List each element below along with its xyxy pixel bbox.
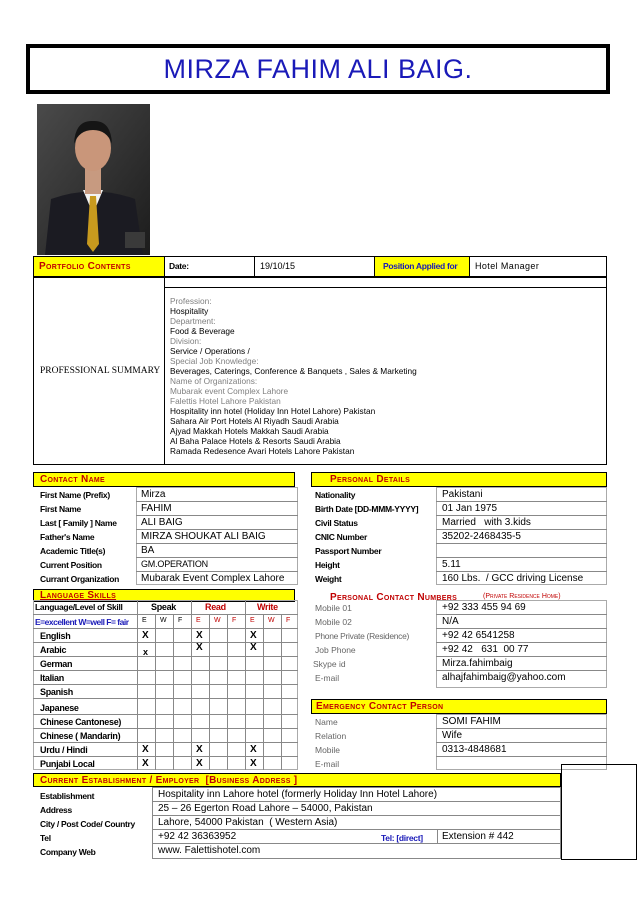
sub-col: E xyxy=(196,617,201,624)
sub-col: E xyxy=(250,617,255,624)
establishment-value: +92 42 36363952 xyxy=(158,831,237,842)
language-name: English xyxy=(40,631,71,641)
establishment-label: Company Web xyxy=(40,847,96,857)
sub-col: W xyxy=(160,617,167,624)
personal-value: 35202-2468435-5 xyxy=(442,531,521,542)
skill-mark: X xyxy=(196,758,203,769)
number-label: Job Phone xyxy=(315,645,356,655)
contact-value: MIRZA SHOUKAT ALI BAIG xyxy=(141,531,266,542)
professional-summary-label: PROFESSIONAL SUMMARY xyxy=(40,366,161,376)
skill-mark: X xyxy=(196,642,203,653)
personal-details-table xyxy=(311,487,607,585)
skill-mark: X xyxy=(196,744,203,755)
side-empty-box xyxy=(561,764,637,860)
group-write: Write xyxy=(257,602,278,612)
personal-value: Pakistani xyxy=(442,489,483,500)
skill-mark: X xyxy=(250,630,257,641)
summary-line: Sahara Air Port Hotels Al Riyadh Saudi Arabia xyxy=(170,416,339,426)
establishment-label: Tel xyxy=(40,833,51,843)
contact-value: BA xyxy=(141,545,155,556)
sub-col: E xyxy=(142,617,147,624)
summary-line: Special Job Knowledge: xyxy=(170,356,259,366)
summary-line: Department: xyxy=(170,316,216,326)
date-value: 19/10/15 xyxy=(260,261,296,271)
language-head-label: Language/Level of Skill xyxy=(35,602,123,612)
number-value: +92 42 6541258 xyxy=(442,630,515,641)
emergency-value: Wife xyxy=(442,730,462,741)
personal-label: Nationality xyxy=(315,490,356,500)
establishment-label: City / Post Code/ Country xyxy=(40,819,135,829)
language-name: German xyxy=(40,659,73,669)
personal-label: Civil Status xyxy=(315,518,358,528)
number-label: Mobile 02 xyxy=(315,617,352,627)
number-value: alhajfahimbaig@yahoo.com xyxy=(442,672,566,683)
contact-label: Currant Organization xyxy=(40,574,120,584)
contact-label: Academic Title(s) xyxy=(40,546,106,556)
contact-label: Current Position xyxy=(40,560,102,570)
personal-label: Passport Number xyxy=(315,546,382,556)
sub-col: F xyxy=(178,617,183,624)
profile-photo xyxy=(37,104,150,255)
sub-col: W xyxy=(214,617,221,624)
summary-line: Food & Beverage xyxy=(170,326,235,336)
contact-value: ALI BAIG xyxy=(141,517,183,528)
establishment-label: Address xyxy=(40,805,72,815)
emergency-label: Mobile xyxy=(315,745,341,755)
summary-line: Division: xyxy=(170,336,202,346)
emergency-value: 0313-4848681 xyxy=(442,744,507,755)
tel-direct-value: Extension # 442 xyxy=(442,831,514,842)
language-scale-label: E=excellent W=well F= fair xyxy=(35,617,129,627)
summary-lines xyxy=(170,296,600,456)
establishment-label: Establishment xyxy=(40,791,95,801)
skill-mark: X xyxy=(142,630,149,641)
group-read: Read xyxy=(205,602,226,612)
contact-label: First Name (Prefix) xyxy=(40,490,110,500)
number-label: Phone Private (Residence) xyxy=(315,631,410,641)
establishment-value: 25 – 26 Egerton Road Lahore – 54000, Pakistan xyxy=(158,803,373,814)
skill-mark: X xyxy=(250,744,257,755)
summary-line: Service / Operations / xyxy=(170,346,250,356)
contact-value: GM.OPERATION xyxy=(141,559,208,569)
contact-value: Mirza xyxy=(141,489,166,500)
contact-value: FAHIM xyxy=(141,503,172,514)
summary-line: Profession: xyxy=(170,296,212,306)
personal-value: Married with 3.kids xyxy=(442,517,531,528)
contact-label: First Name xyxy=(40,504,81,514)
contact-numbers-title: Personal Contact Numbers xyxy=(330,592,458,600)
personal-value: 160 Lbs. / GCC driving License xyxy=(442,573,584,584)
language-table xyxy=(33,600,298,770)
contact-label: Last [ Family ] Name xyxy=(40,518,117,528)
summary-line: Beverages, Caterings, Conference & Banquets , Sales & Marketing xyxy=(170,366,417,376)
summary-line: Hospitality inn hotel (Holiday Inn Hotel Lahore) Pakistan xyxy=(170,406,376,416)
name-banner xyxy=(26,44,610,94)
personal-value: 5.11 xyxy=(442,559,461,570)
number-label: Mobile 01 xyxy=(315,603,352,613)
tel-direct-label: Tel: [direct] xyxy=(381,833,423,843)
group-speak: Speak xyxy=(151,602,177,612)
language-name: Punjabi Local xyxy=(40,759,95,769)
emergency-contact-table xyxy=(311,714,607,770)
number-value: N/A xyxy=(442,616,459,627)
language-name: Chinese Cantonese) xyxy=(40,717,122,727)
contact-label: Father's Name xyxy=(40,532,95,542)
language-name: Urdu / Hindi xyxy=(40,745,88,755)
personal-label: Weight xyxy=(315,574,342,584)
emergency-contact-title: Emergency Contact Person xyxy=(316,701,444,712)
personal-value: 01 Jan 1975 xyxy=(442,503,498,514)
language-skills-title: Language Skills xyxy=(40,590,117,601)
establishment-title: Current Establishment / Employer [Business Address ] xyxy=(40,775,298,786)
language-name: Spanish xyxy=(40,687,73,697)
sub-col: F xyxy=(286,617,291,624)
language-name: Italian xyxy=(40,673,64,683)
skill-mark: X xyxy=(196,630,203,641)
portfolio-contents-label: Portfolio Contents xyxy=(39,261,131,272)
emergency-value: SOMI FAHIM xyxy=(442,716,501,727)
emergency-label: E-mail xyxy=(315,759,340,769)
emergency-label: Name xyxy=(315,717,338,727)
summary-line: Mubarak event Complex Lahore xyxy=(170,386,289,396)
contact-numbers-header xyxy=(311,589,607,600)
skill-mark: X xyxy=(250,642,257,653)
number-value: Mirza.fahimbaig xyxy=(442,658,513,669)
summary-line: Name of Organizations: xyxy=(170,376,258,386)
contact-value: Mubarak Event Complex Lahore xyxy=(141,573,285,584)
number-value: +92 333 455 94 69 xyxy=(442,602,526,613)
summary-line: Ramada Redesence Avari Hotels Lahore Pakistan xyxy=(170,446,355,456)
establishment-table xyxy=(33,787,561,859)
sub-col: F xyxy=(232,617,237,624)
skill-mark: X xyxy=(142,744,149,755)
establishment-value: Lahore, 54000 Pakistan ( Western Asia) xyxy=(158,817,338,828)
skill-mark: X xyxy=(250,758,257,769)
establishment-value: www. Falettishotel.com xyxy=(158,845,261,856)
contact-name-table xyxy=(33,487,298,585)
number-label: Skype id xyxy=(313,659,346,669)
emergency-label: Relation xyxy=(315,731,347,741)
personal-details-title: Personal Details xyxy=(330,474,411,485)
personal-label: CNIC Number xyxy=(315,532,367,542)
contact-numbers-table xyxy=(311,600,607,688)
language-name: Chinese ( Mandarin) xyxy=(40,731,121,741)
summary-line: Falettis Hotel Lahore Pakistan xyxy=(170,396,281,406)
number-label: E-mail xyxy=(315,673,340,683)
skill-mark: X xyxy=(142,758,149,769)
candidate-name: MIRZA FAHIM ALI BAIG. xyxy=(163,53,473,84)
sub-col: W xyxy=(268,617,275,624)
personal-label: Birth Date [DD-MMM-YYYY] xyxy=(315,504,419,514)
contact-name-title: Contact Name xyxy=(40,474,106,485)
position-applied-label: Position Applied for xyxy=(383,261,458,271)
summary-line: Ajyad Makkah Hotels Makkah Saudi Arabia xyxy=(170,426,329,436)
personal-label: Height xyxy=(315,560,340,570)
summary-line: Hospitality xyxy=(170,306,209,316)
language-name: Japanese xyxy=(40,703,79,713)
contact-numbers-note: (Private Residence Home) xyxy=(483,593,561,600)
establishment-value: Hospitality inn Lahore hotel (formerly Holiday Inn Hotel Lahore) xyxy=(158,789,438,800)
date-label: Date: xyxy=(169,261,189,271)
position-applied-value: Hotel Manager xyxy=(475,261,540,271)
language-name: Arabic xyxy=(40,645,67,655)
summary-line: Al Baha Palace Hotels & Resorts Saudi Arabia xyxy=(170,436,341,446)
skill-mark: x xyxy=(143,647,149,657)
number-value: +92 42 631 00 77 xyxy=(442,644,529,655)
